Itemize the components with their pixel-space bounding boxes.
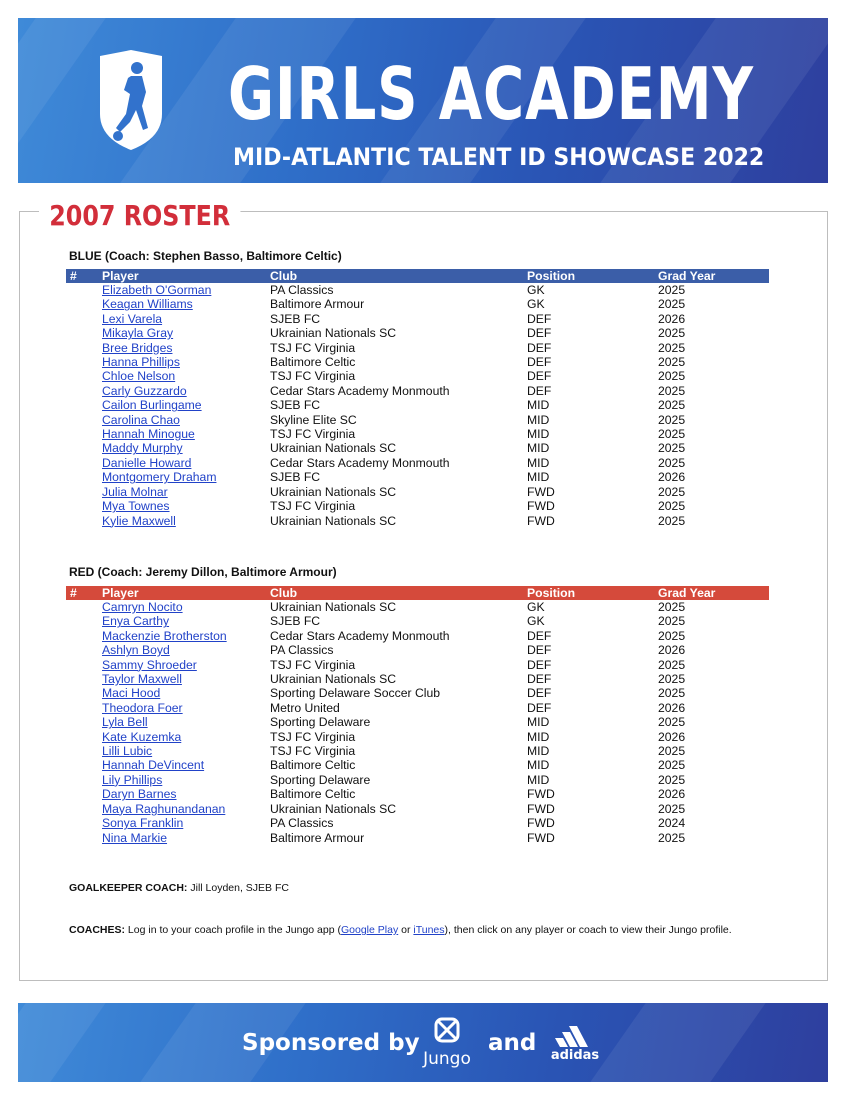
player-position-cell: GK: [527, 283, 545, 297]
player-name-cell: [98, 499, 266, 513]
player-grad-year-cell: 2025: [658, 455, 686, 470]
table-row: [66, 384, 769, 398]
player-profile-link[interactable]: Maddy Murphy: [102, 441, 183, 456]
player-grad-year-cell: 2025: [658, 326, 686, 341]
table-row: [66, 787, 769, 801]
player-club-cell: Ukrainian Nationals SC: [270, 801, 396, 816]
player-position-cell: FWD: [527, 484, 555, 499]
player-number-cell: [66, 701, 98, 715]
player-name-cell: [98, 326, 266, 340]
player-club-cell: Ukrainian Nationals SC: [270, 600, 396, 614]
player-profile-link[interactable]: Maci Hood: [102, 686, 161, 701]
player-club-cell: SJEB FC: [270, 398, 321, 413]
player-number-cell: [66, 326, 98, 340]
player-profile-link[interactable]: Keagan Williams: [102, 297, 193, 312]
player-profile-link[interactable]: Lilli Lubic: [102, 744, 153, 759]
player-profile-link[interactable]: Camryn Nocito: [102, 600, 183, 614]
player-name-cell: [98, 384, 266, 398]
player-club-cell: TSJ FC Virginia: [270, 744, 356, 759]
player-name-cell: [98, 802, 266, 816]
player-name-cell: [98, 470, 266, 484]
blue-team-title: BLUE (Coach: Stephen Basso, Baltimore Celtic): [69, 249, 342, 263]
player-club-cell: Sporting Delaware: [270, 772, 371, 787]
player-name-cell: [98, 744, 266, 758]
column-header-grad-year: Grad Year: [658, 586, 716, 600]
column-header-club: Club: [270, 586, 298, 600]
player-profile-link[interactable]: Montgomery Draham: [102, 470, 217, 485]
player-position-cell: MID: [527, 412, 550, 427]
player-number-cell: [66, 470, 98, 484]
goalkeeper-coach-note: [69, 882, 289, 895]
player-profile-link[interactable]: Hannah Minogue: [102, 427, 195, 442]
table-row: [66, 600, 769, 614]
player-name-cell: [98, 485, 266, 499]
player-name-cell: [98, 643, 266, 657]
player-club-cell: Ukrainian Nationals SC: [270, 326, 396, 341]
player-name-cell: [98, 614, 266, 628]
table-row: [66, 614, 769, 628]
table-header-row: [66, 269, 769, 283]
player-profile-link[interactable]: Carly Guzzardo: [102, 383, 187, 398]
player-club-cell: Baltimore Armour: [270, 830, 365, 845]
player-number-cell: [66, 715, 98, 729]
player-profile-link[interactable]: Bree Bridges: [102, 340, 173, 355]
player-name-cell: [98, 831, 266, 845]
player-number-cell: [66, 485, 98, 499]
player-number-cell: [66, 758, 98, 772]
table-row: [66, 413, 769, 427]
player-name-cell: [98, 369, 266, 383]
player-club-cell: Baltimore Celtic: [270, 787, 356, 802]
adidas-wordmark: adidas: [550, 1048, 600, 1063]
column-header-position: Position: [527, 586, 576, 600]
soccer-player-crest-icon: [96, 48, 166, 152]
player-club-cell: SJEB FC: [270, 614, 321, 629]
blue-roster-table: [66, 269, 769, 528]
player-number-cell: [66, 730, 98, 744]
table-row: [66, 441, 769, 455]
player-club-cell: Cedar Stars Academy Monmouth: [270, 455, 450, 470]
player-number-cell: [66, 643, 98, 657]
table-row: [66, 629, 769, 643]
player-position-cell: MID: [527, 455, 550, 470]
player-name-cell: [98, 715, 266, 729]
player-number-cell: [66, 283, 98, 297]
adidas-logo-icon: [546, 1025, 604, 1069]
player-name-cell: [98, 686, 266, 700]
player-position-cell: FWD: [527, 499, 555, 514]
player-profile-link[interactable]: Sonya Franklin: [102, 816, 184, 831]
player-club-cell: Baltimore Celtic: [270, 355, 356, 370]
table-row: [66, 355, 769, 369]
player-grad-year-cell: 2025: [658, 830, 686, 845]
player-number-cell: [66, 384, 98, 398]
player-profile-link[interactable]: Mikayla Gray: [102, 326, 174, 341]
player-profile-link[interactable]: Kate Kuzemka: [102, 729, 182, 744]
player-name-cell: [98, 427, 266, 441]
player-name-cell: [98, 816, 266, 830]
player-number-cell: [66, 831, 98, 845]
player-profile-link[interactable]: Taylor Maxwell: [102, 672, 182, 687]
player-profile-link[interactable]: Theodora Foer: [102, 700, 183, 715]
player-profile-link[interactable]: Mackenzie Brotherston: [102, 628, 227, 643]
player-number-cell: [66, 355, 98, 369]
player-name-cell: [98, 730, 266, 744]
player-grad-year-cell: 2025: [658, 412, 686, 427]
player-profile-link[interactable]: Nina Markie: [102, 830, 168, 845]
table-row: [66, 312, 769, 326]
player-position-cell: GK: [527, 600, 545, 614]
player-name-cell: [98, 600, 266, 614]
player-profile-link[interactable]: Sammy Shroeder: [102, 657, 197, 672]
player-number-cell: [66, 369, 98, 383]
jungo-wordmark: Jungo: [423, 1049, 471, 1069]
player-position-cell: DEF: [527, 643, 552, 658]
column-header-number: #: [70, 269, 77, 283]
table-row: [66, 744, 769, 758]
player-grad-year-cell: 2026: [658, 311, 686, 326]
table-row: [66, 456, 769, 470]
and-text: and: [488, 1030, 537, 1056]
player-club-cell: TSJ FC Virginia: [270, 499, 356, 514]
player-profile-link[interactable]: Lexi Varela: [102, 311, 163, 326]
coaches-label: COACHES:: [69, 924, 126, 936]
player-name-cell: [98, 456, 266, 470]
player-profile-link[interactable]: Hannah DeVincent: [102, 758, 205, 773]
player-position-cell: FWD: [527, 513, 555, 528]
player-profile-link[interactable]: Julia Molnar: [102, 484, 168, 499]
coaches-text-or: or: [398, 924, 414, 936]
player-club-cell: PA Classics: [270, 816, 334, 831]
player-club-cell: SJEB FC: [270, 311, 321, 326]
player-grad-year-cell: 2026: [658, 470, 686, 485]
player-club-cell: Baltimore Armour: [270, 297, 365, 312]
player-grad-year-cell: 2025: [658, 441, 686, 456]
player-position-cell: DEF: [527, 311, 552, 326]
player-position-cell: FWD: [527, 801, 555, 816]
player-club-cell: TSJ FC Virginia: [270, 427, 356, 442]
player-profile-link[interactable]: Mya Townes: [102, 499, 170, 514]
player-club-cell: SJEB FC: [270, 470, 321, 485]
player-grad-year-cell: 2025: [658, 628, 686, 643]
red-roster-body: [66, 600, 769, 845]
player-grad-year-cell: 2025: [658, 340, 686, 355]
coaches-note: [69, 924, 732, 937]
player-number-cell: [66, 686, 98, 700]
player-club-cell: Sporting Delaware Soccer Club: [270, 686, 441, 701]
player-number-cell: [66, 816, 98, 830]
player-position-cell: MID: [527, 715, 550, 730]
jungo-logo-icon: [416, 1017, 478, 1073]
blue-roster-body: [66, 283, 769, 528]
player-grad-year-cell: 2025: [658, 369, 686, 384]
table-row: [66, 802, 769, 816]
player-club-cell: Cedar Stars Academy Monmouth: [270, 628, 450, 643]
player-position-cell: FWD: [527, 787, 555, 802]
player-number-cell: [66, 456, 98, 470]
player-position-cell: MID: [527, 470, 550, 485]
header-banner: [18, 18, 828, 183]
table-row: [66, 773, 769, 787]
player-grad-year-cell: 2025: [658, 355, 686, 370]
coaches-text: Log in to your coach profile in the Jungo app (: [125, 924, 341, 936]
google-play-link[interactable]: Google Play: [341, 924, 399, 936]
player-grad-year-cell: 2026: [658, 643, 686, 658]
goalkeeper-coach-value: Jill Loyden, SJEB FC: [187, 882, 289, 894]
player-grad-year-cell: 2025: [658, 427, 686, 442]
table-row: [66, 672, 769, 686]
player-club-cell: PA Classics: [270, 283, 334, 297]
player-grad-year-cell: 2025: [658, 758, 686, 773]
player-profile-link[interactable]: Enya Carthy: [102, 614, 170, 629]
player-position-cell: DEF: [527, 686, 552, 701]
player-grad-year-cell: 2026: [658, 700, 686, 715]
player-club-cell: TSJ FC Virginia: [270, 369, 356, 384]
player-number-cell: [66, 773, 98, 787]
table-row: [66, 398, 769, 412]
player-name-cell: [98, 514, 266, 528]
column-header-position: Position: [527, 269, 576, 283]
red-team-title: RED (Coach: Jeremy Dillon, Baltimore Armour): [69, 565, 337, 579]
player-grad-year-cell: 2025: [658, 499, 686, 514]
player-grad-year-cell: 2025: [658, 715, 686, 730]
player-name-cell: [98, 672, 266, 686]
column-header-number: #: [70, 586, 77, 600]
player-grad-year-cell: 2026: [658, 787, 686, 802]
table-row: [66, 283, 769, 297]
column-header-club: Club: [270, 269, 298, 283]
table-row: [66, 831, 769, 845]
player-name-cell: [98, 658, 266, 672]
player-name-cell: [98, 413, 266, 427]
sponsored-by-text: Sponsored by: [242, 1030, 420, 1056]
player-profile-link[interactable]: Chloe Nelson: [102, 369, 176, 384]
player-position-cell: GK: [527, 614, 545, 629]
table-row: [66, 470, 769, 484]
player-grad-year-cell: 2024: [658, 816, 686, 831]
player-number-cell: [66, 514, 98, 528]
player-grad-year-cell: 2025: [658, 772, 686, 787]
player-club-cell: Baltimore Celtic: [270, 758, 356, 773]
column-header-grad-year: Grad Year: [658, 269, 716, 283]
player-position-cell: DEF: [527, 340, 552, 355]
player-club-cell: Ukrainian Nationals SC: [270, 672, 396, 687]
table-row: [66, 514, 769, 528]
player-grad-year-cell: 2025: [658, 484, 686, 499]
player-number-cell: [66, 398, 98, 412]
player-position-cell: DEF: [527, 672, 552, 687]
player-profile-link[interactable]: Maya Raghunandanan: [102, 801, 226, 816]
player-position-cell: MID: [527, 441, 550, 456]
banner-title: GIRLS ACADEMY: [228, 52, 754, 136]
table-row: [66, 326, 769, 340]
player-club-cell: PA Classics: [270, 643, 334, 658]
player-club-cell: Ukrainian Nationals SC: [270, 484, 396, 499]
player-position-cell: GK: [527, 297, 545, 312]
table-row: [66, 485, 769, 499]
player-number-cell: [66, 413, 98, 427]
table-row: [66, 758, 769, 772]
player-name-cell: [98, 787, 266, 801]
player-position-cell: DEF: [527, 355, 552, 370]
player-position-cell: MID: [527, 744, 550, 759]
player-club-cell: TSJ FC Virginia: [270, 729, 356, 744]
player-name-cell: [98, 312, 266, 326]
player-number-cell: [66, 629, 98, 643]
table-row: [66, 730, 769, 744]
player-position-cell: MID: [527, 758, 550, 773]
table-row: [66, 341, 769, 355]
player-number-cell: [66, 427, 98, 441]
player-profile-link[interactable]: Elizabeth O'Gorman: [102, 283, 212, 297]
player-name-cell: [98, 701, 266, 715]
player-number-cell: [66, 600, 98, 614]
table-header-row: [66, 586, 769, 600]
player-number-cell: [66, 341, 98, 355]
player-club-cell: Ukrainian Nationals SC: [270, 513, 396, 528]
player-number-cell: [66, 614, 98, 628]
player-grad-year-cell: 2025: [658, 614, 686, 629]
player-grad-year-cell: 2025: [658, 744, 686, 759]
player-profile-link[interactable]: Cailon Burlingame: [102, 398, 202, 413]
player-grad-year-cell: 2025: [658, 383, 686, 398]
player-number-cell: [66, 499, 98, 513]
player-position-cell: DEF: [527, 657, 552, 672]
player-club-cell: Metro United: [270, 700, 340, 715]
banner-subtitle: MID-ATLANTIC TALENT ID SHOWCASE 2022: [233, 143, 765, 171]
sponsor-footer: [18, 1003, 828, 1082]
player-name-cell: [98, 297, 266, 311]
player-name-cell: [98, 441, 266, 455]
player-number-cell: [66, 787, 98, 801]
player-grad-year-cell: 2025: [658, 657, 686, 672]
player-grad-year-cell: 2025: [658, 297, 686, 312]
roster-heading: 2007 ROSTER: [39, 198, 240, 234]
player-grad-year-cell: 2025: [658, 283, 686, 297]
player-profile-link[interactable]: Ashlyn Boyd: [102, 643, 170, 658]
player-number-cell: [66, 658, 98, 672]
player-grad-year-cell: 2025: [658, 513, 686, 528]
player-grad-year-cell: 2025: [658, 686, 686, 701]
table-row: [66, 686, 769, 700]
table-row: [66, 658, 769, 672]
player-club-cell: Sporting Delaware: [270, 715, 371, 730]
player-position-cell: MID: [527, 729, 550, 744]
coaches-text-after: ), then click on any player or coach to view their Jungo profile.: [444, 924, 732, 936]
player-position-cell: DEF: [527, 326, 552, 341]
player-profile-link[interactable]: Hanna Phillips: [102, 355, 180, 370]
player-profile-link[interactable]: Lily Phillips: [102, 772, 163, 787]
player-name-cell: [98, 758, 266, 772]
player-number-cell: [66, 297, 98, 311]
player-number-cell: [66, 744, 98, 758]
player-position-cell: DEF: [527, 700, 552, 715]
itunes-link[interactable]: iTunes: [413, 924, 445, 936]
goalkeeper-coach-label: GOALKEEPER COACH:: [69, 882, 188, 894]
player-profile-link[interactable]: Carolina Chao: [102, 412, 180, 427]
player-position-cell: MID: [527, 427, 550, 442]
player-position-cell: DEF: [527, 628, 552, 643]
table-row: [66, 701, 769, 715]
table-row: [66, 499, 769, 513]
player-position-cell: MID: [527, 772, 550, 787]
player-name-cell: [98, 398, 266, 412]
player-name-cell: [98, 283, 266, 297]
player-name-cell: [98, 341, 266, 355]
player-grad-year-cell: 2026: [658, 729, 686, 744]
player-profile-link[interactable]: Danielle Howard: [102, 455, 192, 470]
player-club-cell: Skyline Elite SC: [270, 412, 357, 427]
player-grad-year-cell: 2025: [658, 672, 686, 687]
player-position-cell: FWD: [527, 830, 555, 845]
player-number-cell: [66, 312, 98, 326]
table-row: [66, 816, 769, 830]
table-row: [66, 297, 769, 311]
player-club-cell: Ukrainian Nationals SC: [270, 441, 396, 456]
player-profile-link[interactable]: Lyla Bell: [102, 715, 148, 730]
column-header-player: Player: [102, 586, 139, 600]
player-grad-year-cell: 2025: [658, 398, 686, 413]
player-name-cell: [98, 355, 266, 369]
player-position-cell: DEF: [527, 369, 552, 384]
red-roster-table: [66, 586, 769, 845]
player-position-cell: FWD: [527, 816, 555, 831]
player-club-cell: TSJ FC Virginia: [270, 340, 356, 355]
player-name-cell: [98, 773, 266, 787]
player-number-cell: [66, 441, 98, 455]
player-position-cell: DEF: [527, 383, 552, 398]
table-row: [66, 643, 769, 657]
player-grad-year-cell: 2025: [658, 801, 686, 816]
table-row: [66, 715, 769, 729]
player-club-cell: Cedar Stars Academy Monmouth: [270, 383, 450, 398]
column-header-player: Player: [102, 269, 139, 283]
player-profile-link[interactable]: Daryn Barnes: [102, 787, 177, 802]
player-number-cell: [66, 672, 98, 686]
player-profile-link[interactable]: Kylie Maxwell: [102, 513, 176, 528]
player-name-cell: [98, 629, 266, 643]
player-club-cell: TSJ FC Virginia: [270, 657, 356, 672]
table-row: [66, 427, 769, 441]
player-grad-year-cell: 2025: [658, 600, 686, 614]
player-position-cell: MID: [527, 398, 550, 413]
player-number-cell: [66, 802, 98, 816]
table-row: [66, 369, 769, 383]
